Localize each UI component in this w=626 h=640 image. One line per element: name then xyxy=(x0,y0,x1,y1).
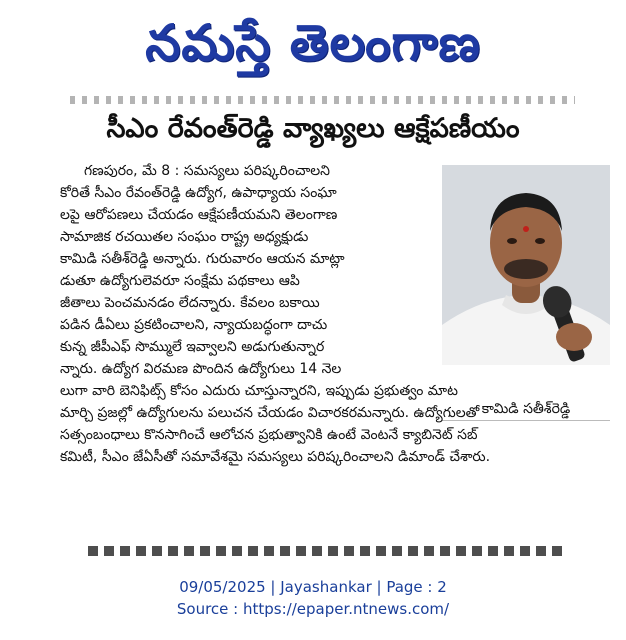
body-line: కోరితే సీఎం రేవంత్‌రెడ్డి ఉద్యోగ, ఉపాధ్యాయ సంఘా xyxy=(60,185,337,201)
page-footer xyxy=(0,576,626,620)
edition-info: 09/05/2025 | Jayashankar | Page : 2 xyxy=(179,578,447,596)
photo-caption: కామిడి సతీశ్‌రెడ్డి xyxy=(442,398,610,421)
body-line: కమిటీ, సీఎం జేఏసీతో సమావేశమై సమస్యలు పరిష్కరించాలని డిమాండ్ చేశారు. xyxy=(60,449,491,465)
body-line: గణపురం, మే 8 : సమస్యలు పరిష్కరించాలని xyxy=(84,163,331,179)
article-body xyxy=(60,160,620,468)
clipped-next-article xyxy=(88,546,568,556)
body-line: కున్న జీపీఎఫ్ సొమ్ములే ఇవ్వాలని అడుగుతున్నార xyxy=(60,339,325,355)
body-line: న్నారు. ఉద్యోగ విరమణ పొందిన ఉద్యోగులు 14 నెల xyxy=(60,361,342,377)
body-line: సత్సంబంధాలు కొనసాగించే ఆలోచన ప్రభుత్వానికి ఉంటే వెంటనే క్యాబినెట్ సబ్ xyxy=(60,427,478,443)
body-line: జీతాలు పెంచమనడం లేదన్నారు. కేవలం బకాయి xyxy=(60,295,320,311)
newspaper-logo: నమస్తే తెలంగాణ xyxy=(145,14,481,72)
clipped-previous-article xyxy=(70,96,575,104)
article-headline: సీఎం రేవంత్‌రెడ్డి వ్యాఖ్యలు ఆక్షేపణీయం xyxy=(106,113,520,144)
source-info: Source : https://epaper.ntnews.com/ xyxy=(176,600,450,618)
body-line: మార్చి ప్రజల్లో ఉద్యోగులను పలుచన చేయడం విచారకరమన్నారు. ఉద్యోగులతో xyxy=(60,405,480,421)
body-line: సామాజిక రచయితల సంఘం రాష్ట్ర అధ్యక్షుడు xyxy=(60,229,309,245)
body-line: లుగా వారి బెనిఫిట్స్ కోసం ఎదురు చూస్తున్నారని, ఇప్పుడు ప్రభుత్వం మాట xyxy=(60,383,458,399)
body-line: డుతూ ఉద్యోగులెవరూ సంక్షేమ పథకాలు ఆపి xyxy=(60,273,300,289)
body-line: లపై ఆరోపణలు చేయడం ఆక్షేపణీయమని తెలంగాణ xyxy=(60,207,338,223)
body-line: కామిడి సతీశ్‌రెడ్డి అన్నారు. గురువారం ఆయన మాట్లా xyxy=(60,251,345,267)
body-line: పడిన డీఏలు ప్రకటించాలని, న్యాయబద్ధంగా దాచు xyxy=(60,317,328,333)
masthead xyxy=(0,0,626,92)
